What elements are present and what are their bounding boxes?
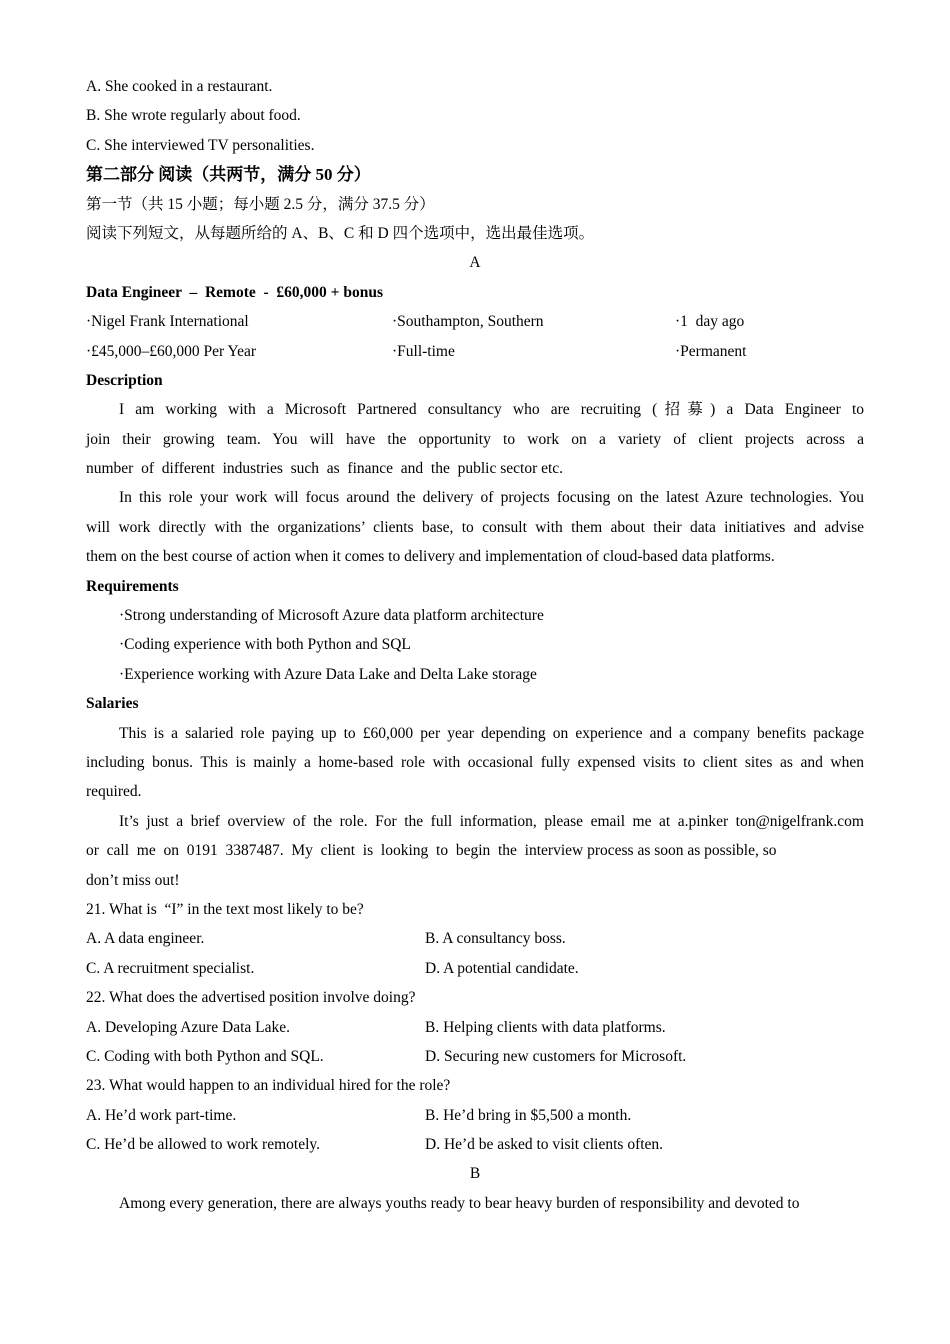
requirement-item: ·Experience working with Azure Data Lake and Delta Lake storage (119, 665, 537, 683)
option-b: B. Helping clients with data platforms. (425, 1018, 666, 1036)
instruction: 阅读下列短文，从每题所给的 A、B、C 和 D 四个选项中，选出最佳选项。 (86, 224, 595, 242)
option-b: B. A consultancy boss. (425, 930, 566, 948)
passage-letter: A (469, 254, 481, 272)
paragraph-line: I am working with a Microsoft Partnered consultancy who are recruiting (招募) a Data Engineer to (119, 401, 864, 419)
part-title: 第二部分 阅读（共两节，满分 50 分） (86, 165, 371, 185)
salaries-heading: Salaries (86, 695, 139, 713)
location: ·Southampton, Southern (392, 313, 544, 331)
paragraph-line: In this role your work will focus around the delivery of projects focusing on the latest Azure technologies. You (119, 489, 864, 507)
contract-type: ·Permanent (675, 342, 747, 360)
question-stem: 23. What would happen to an individual hired for the role? (86, 1077, 451, 1095)
question-options-row (86, 924, 864, 953)
section-title: 第一节（共 15 小题；每小题 2.5 分，满分 37.5 分） (86, 195, 435, 213)
paragraph-line: them on the best course of action when it comes to delivery and implementation of cloud-based data platforms. (86, 548, 775, 566)
paragraph-line: Among every generation, there are always youths ready to bear heavy burden of responsibility and devoted to (119, 1194, 800, 1212)
option-a: A. A data engineer. (86, 930, 205, 948)
option-line: C. She interviewed TV personalities. (86, 136, 315, 154)
option-d: D. He’d be asked to visit clients often. (425, 1136, 664, 1154)
option-c: C. A recruitment specialist. (86, 959, 255, 977)
paragraph-line: required. (86, 783, 142, 801)
job-title: Data Engineer – Remote - £60,000 + bonus (86, 283, 384, 301)
exam-page (86, 72, 864, 1218)
question-options-row (86, 954, 864, 983)
job-meta-row (86, 307, 864, 336)
job-type: ·Full-time (392, 342, 455, 360)
paragraph-line: don’t miss out! (86, 871, 180, 889)
paragraph-line: It’s just a brief overview of the role. For the full information, please email me at a.pinker ton@nigelfrank.com (119, 812, 864, 830)
posted-date: ·1 day ago (675, 313, 745, 331)
option-d: D. Securing new customers for Microsoft. (425, 1047, 687, 1065)
question-options-row (86, 1042, 864, 1071)
question-options-row (86, 1013, 864, 1042)
paragraph-line: This is a salaried role paying up to £60,000 per year depending on experience and a company benefits package (119, 724, 864, 742)
paragraph-line: including bonus. This is mainly a home-based role with occasional fully expensed visits to client sites as and when (86, 753, 864, 771)
paragraph-line: or call me on 0191 3387487. My client is looking to begin the interview process as soon as possible, so (86, 842, 777, 860)
question-stem: 21. What is “I” in the text most likely to be? (86, 900, 364, 918)
passage-letter: B (469, 1165, 481, 1183)
option-line: B. She wrote regularly about food. (86, 107, 301, 125)
job-meta-row (86, 337, 864, 366)
question-options-row (86, 1130, 864, 1159)
description-heading: Description (86, 371, 163, 389)
question-stem: 22. What does the advertised position involve doing? (86, 989, 416, 1007)
option-b: B. He’d bring in $5,500 a month. (425, 1106, 632, 1124)
requirements-heading: Requirements (86, 577, 179, 595)
paragraph-line: join their growing team. You will have the opportunity to work on a variety of client projects across a (86, 430, 864, 448)
option-c: C. He’d be allowed to work remotely. (86, 1136, 321, 1154)
requirement-item: ·Strong understanding of Microsoft Azure data platform architecture (119, 607, 544, 625)
paragraph-line: will work directly with the organizations’ clients base, to consult with them about their data initiatives and advise (86, 518, 864, 536)
option-c: C. Coding with both Python and SQL. (86, 1047, 324, 1065)
option-d: D. A potential candidate. (425, 959, 579, 977)
option-line: A. She cooked in a restaurant. (86, 78, 273, 95)
requirement-item: ·Coding experience with both Python and SQL (119, 636, 411, 654)
option-a: A. Developing Azure Data Lake. (86, 1018, 291, 1036)
option-a: A. He’d work part-time. (86, 1106, 237, 1124)
salary-range: ·£45,000–£60,000 Per Year (86, 342, 257, 360)
company: ·Nigel Frank International (86, 313, 249, 331)
question-options-row (86, 1101, 864, 1130)
paragraph-line: number of different industries such as finance and the public sector etc. (86, 460, 564, 478)
